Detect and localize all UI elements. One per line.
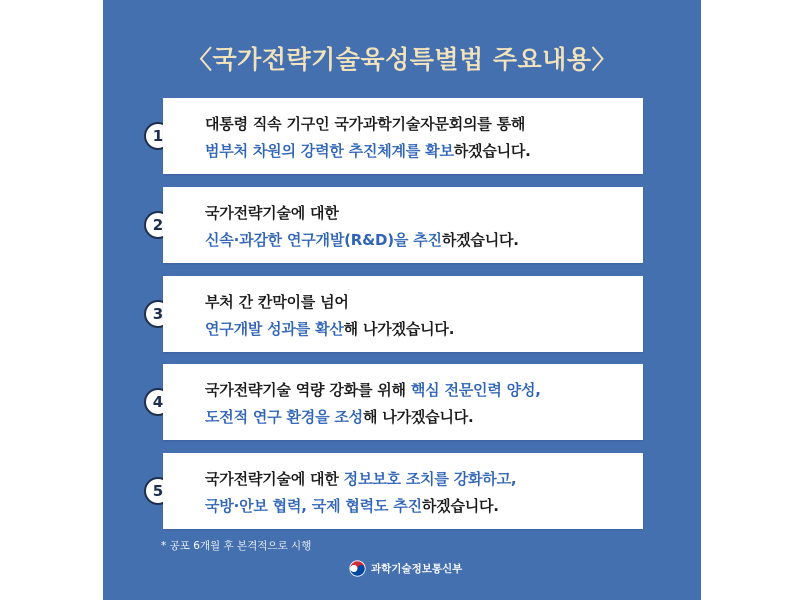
infographic-panel [103,0,701,600]
body-text: 하겠습니다. [421,497,499,515]
ministry-signature [349,560,462,577]
item-number-badge: 4 [144,388,172,416]
item-number-badge: 1 [144,122,172,150]
item-number-badge: 5 [144,477,172,505]
item-text-line [205,202,339,223]
body-text: 국가전략기술에 대한 [205,204,339,222]
item-card [163,187,643,263]
highlighted-text: 국방·안보 협력, 국제 협력도 추진 [205,497,422,515]
body-text: 해 나가겠습니다. [362,408,474,426]
item-text-line [205,406,474,427]
item-text-line [205,468,516,489]
footnote: * 공포 6개월 후 본격적으로 시행 [161,540,312,552]
body-text: 국가전략기술에 대한 [205,470,344,488]
body-text: 대통령 직속 기구인 국가과학기술자문회의를 통해 [205,115,526,133]
item-text-line [205,495,499,516]
item-card [163,276,643,352]
item-text-line [205,140,531,161]
highlighted-text: 도전적 연구 환경을 조성 [205,408,363,426]
page-title: 〈국가전략기술육성특별법 주요내용〉 [187,45,617,74]
highlighted-text: 핵심 전문인력 양성, [410,381,541,399]
item-text-line [205,229,519,250]
body-text: 부처 간 칸막이를 넘어 [205,293,349,311]
highlighted-text: 연구개발 성과를 확산 [205,320,344,338]
item-number-badge: 3 [144,300,172,328]
body-text: 하겠습니다. [441,231,519,249]
item-text-line [205,318,454,339]
item-card [163,364,643,440]
item-card [163,453,643,529]
ministry-name: 과학기술정보통신부 [371,563,463,575]
item-text-line [205,379,541,400]
item-text-line [205,113,525,134]
body-text: 국가전략기술 역량 강화를 위해 [205,381,411,399]
item-number-badge: 2 [144,211,172,239]
highlighted-text: 범부처 차원의 강력한 추진체계를 확보 [205,142,454,160]
highlighted-text: 정보보호 조치를 강화하고, [343,470,517,488]
government-emblem-icon [349,560,366,577]
body-text: 해 나가겠습니다. [343,320,455,338]
item-card [163,98,643,174]
body-text: 하겠습니다. [453,142,531,160]
highlighted-text: 신속·과감한 연구개발(R&D)을 추진 [205,231,442,249]
item-text-line [205,291,349,312]
